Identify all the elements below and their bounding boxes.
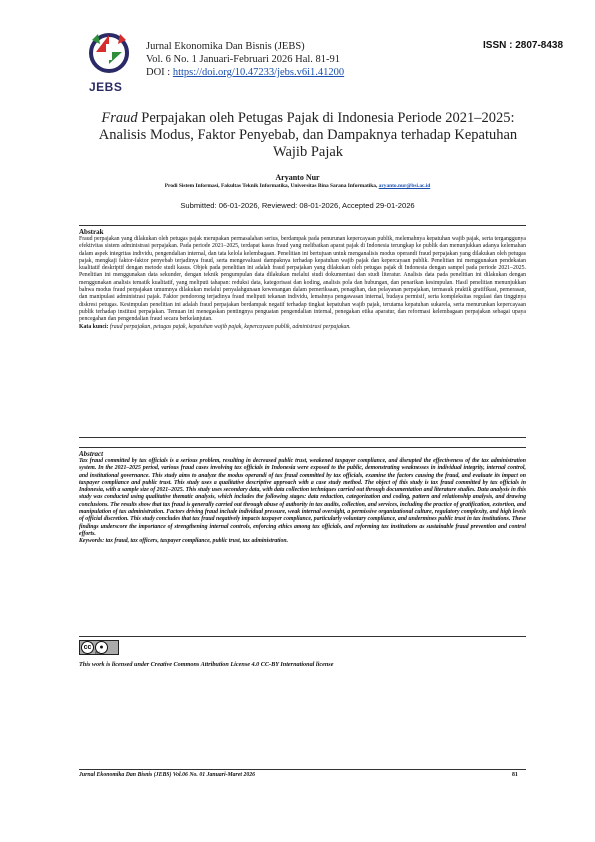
journal-volume: Vol. 6 No. 1 Januari-Februari 2026 Hal. 81-91 (146, 54, 341, 65)
article-title (98, 110, 518, 161)
author-affiliation (0, 183, 595, 189)
footer-citation: Jurnal Ekonomika Dan Bisnis (JEBS) Vol.06 No. 01 Januari-Maret 2026 (79, 772, 256, 778)
abstrak-body: Fraud perpajakan yang dilakukan oleh petugas pajak merupakan permasalahan serius, berdampak pada penurunan kepercayaan publik, melemahnya kepatuhan wajib pajak, serta terganggunya efektivitas sistem administrasi perpajakan. Pada periode 2021–2025, terdapat kasus fraud yang melibatkan aparat pajak di Indonesia terungkap ke publik dan menunjukkan adanya kelemahan dalam aspek integritas individu, pengendalian internal, dan tata kelola kelembagaan. Penelitian ini bertujuan untuk menganalisis modus operandi fraud perpajakan yang dilakukan oleh petugas pajak, mengkaji faktor-faktor penyebab terjadinya fraud, serta mengevaluasi dampaknya terhadap kepatuhan wajib pajak dan kepercayaan publik. Penelitian ini menggunakan pendekatan kualitatif deskriptif dengan metode studi kasus. Objek pada penelitian ini adalah fraud perpajakan yang dilakukan oleh petugas pajak di Indonesia dengan sampel pada periode 2021–2025. Penelitian ini menggunakan data sekunder, dengan teknik pengumpulan data dilakukan melalui studi dokumentasi dan studi literatur. Analisis data pada penelitian ini dilakukan dengan menggunakan analisis tematik kualitatif, yang meliputi tahapan: reduksi data, kategorisasi dan koding, analisis pola dan hubungan, dan penarikan kesimpulan. Hasil penelitian menunjukkan bahwa modus fraud perpajakan umumnya dilakukan melalui penyalahgunaan kewenangan dalam pemeriksaan, penagihan, dan pelayanan perpajakan, termasuk praktik gratifikasi, pemerasan, dan manipulasi administrasi pajak. Faktor pendorong terjadinya fraud meliputi tekanan individu, lemahnya pengawasan internal, budaya permisif, serta kompleksitas regulasi dan tingginya diskresi petugas. Kesimpulan penelitian ini adalah fraud perpajakan berdampak negatif terhadap tingkat kepatuhan wajib pajak, terutama kepatuhan sukarela, serta menurunkan kepercayaan publik terhadap institusi perpajakan. Temuan ini menegaskan pentingnya penguatan pengendalian internal, penegakan etika aparatur, dan reformasi kelembagaan perpajakan sebagai upaya pencegahan dan pengendalian fraud secara berkelanjutan. (79, 236, 526, 323)
abstrak-heading: Abstrak (79, 228, 104, 236)
abstract-heading: Abstract (79, 450, 104, 458)
kata-kunci-values: fraud perpajakan, petugas pajak, kepatuhan wajib pajak, kepercayaan publik, administrasi perpajakan. (109, 323, 351, 330)
abstract-keywords (79, 538, 526, 545)
title-rest: Perpajakan oleh Petugas Pajak di Indonesia Periode 2021–2025: Analisis Modus, Faktor Penyebab, dan Dampaknya terhadap Kepatuhan Wajib Pajak (98, 110, 518, 160)
journal-info (146, 40, 344, 79)
submission-dates: Submitted: 06-01-2026, Reviewed: 08-01-2026, Accepted 29-01-2026 (180, 201, 415, 210)
cc-icon: cc (81, 641, 94, 654)
doi-label: DOI : (146, 67, 173, 78)
keywords-label: Keywords: (79, 538, 106, 545)
title-italic-word: Fraud (101, 110, 138, 126)
journal-name: Jurnal Ekonomika Dan Bisnis (JEBS) (146, 41, 305, 52)
abstract-body: Tax fraud committed by tax officials is a serious problem, resulting in decreased public trust, weakened taxpayer compliance, and disrupted the effectiveness of the tax administration system. In the 2021–2025 period, various fraud cases involving tax officials in Indonesia were exposed to the public, demonstrating weaknesses in individual integrity, internal control, and institutional governance. This study aims to analyze the modus operandi of tax fraud committed by tax officials, examine the factors causing the fraud, and evaluate its impact on taxpayer compliance and public trust. This study uses a qualitative descriptive approach with a case study method. The object of this study is tax fraud committed by tax officials in Indonesia, with a sample size of 2021–2025. This study uses secondary data, with data collection techniques carried out through documentation and literature studies. Data analysis in this study was conducted using qualitative thematic analysis, which includes the following stages: data reduction, categorization and coding, pattern and relationship analysis, and drawing conclusions. The results show that tax fraud is generally carried out through abuse of authority in tax audits, collection, and services, including the practice of gratification, extortion, and manipulation of tax administration. Factors driving fraud include individual pressure, weak internal oversight, a permissive organizational culture, regulatory complexity, and high levels of official discretion. This study concludes that tax fraud negatively impacts taxpayer compliance, particularly voluntary compliance, and undermines public trust in tax institutions. These findings underscore the importance of strengthening internal controls, enforcing ethics among tax officials, and reforming tax institutions as sustainable fraud prevention and control efforts. (79, 458, 526, 537)
author-name: Aryanto Nur (275, 173, 320, 182)
issn: ISSN : 2807-8438 (483, 40, 564, 51)
footer-divider (79, 769, 526, 770)
doi-link[interactable]: https://doi.org/10.47233/jebs.v6i1.41200 (172, 67, 345, 78)
cc-license-badge[interactable] (79, 640, 119, 655)
keywords-values: tax fraud, tax officers, taxpayer compliance, public trust, tax administration. (105, 538, 289, 545)
cc-by-label: BY (95, 650, 101, 655)
affiliation-text: Prodi Sistem Informasi, Fakultas Teknik Informatika, Universitas Bina Sarana Informatika, (164, 183, 379, 189)
abstrak-section (79, 225, 526, 438)
author-email-link[interactable]: aryanto.nur@bsi.ac.id (378, 183, 431, 189)
page-number: 81 (512, 772, 518, 778)
logo-emblem-icon (86, 30, 132, 80)
logo-text: JEBS (89, 80, 123, 94)
doi-line (146, 66, 344, 79)
abstract-section (79, 447, 526, 637)
person-icon: ● (95, 641, 108, 654)
abstrak-keywords (79, 324, 526, 331)
kata-kunci-label: Kata kunci: (79, 323, 110, 330)
license-text: This work is licensed under Creative Commons Attribution License 4.0 CC-BY International license (79, 661, 334, 668)
